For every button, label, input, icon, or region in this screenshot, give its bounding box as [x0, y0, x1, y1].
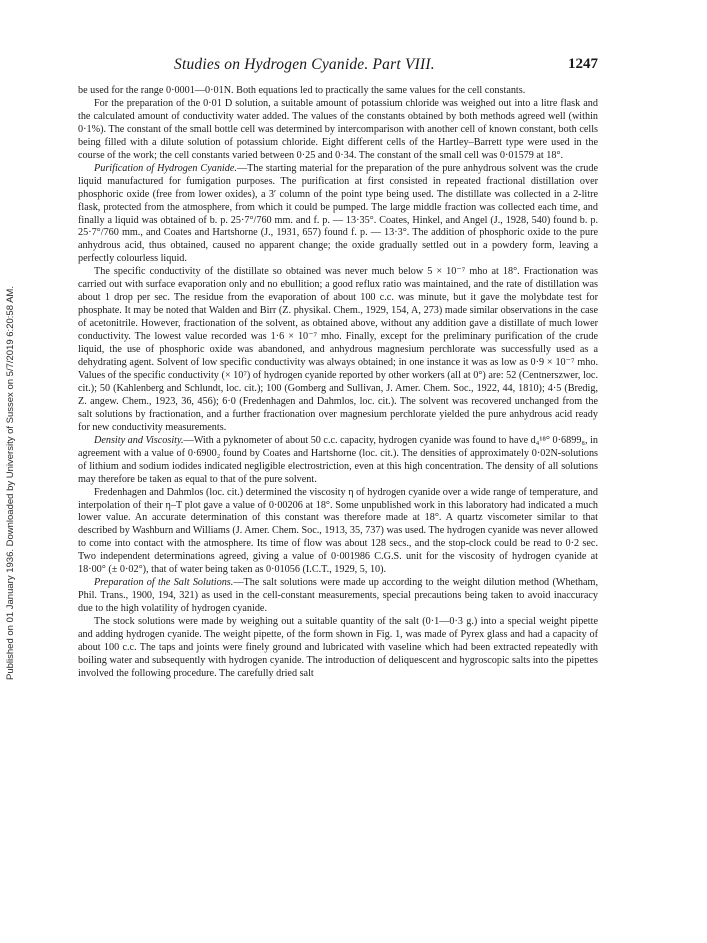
paragraph-text: —The salt solutions were made up according to the weight dilution method (Whetham, Phil. Trans., 1900, 194, 321) as used in the cell-constant measurements, special precautions being taken to avoid inaccuracy due to the high volatility of hydrogen cyanide. [78, 577, 598, 615]
article-body [78, 85, 598, 681]
paragraph: The stock solutions were made by weighing out a suitable quantity of the salt (0·1—0·3 g.) into a special weight pipette and adding hydrogen cyanide. The weight pipette, of the form shown in Fig. 1, was made of Pyrex glass and had a capacity of about 100 c.c. The taps and joints were finely ground and lubricated with vaseline which had been extracted repeatedly with boiling water and subsequently with hydrogen cyanide. The introduction of deliquescent and hygroscopic salts into the pipettes involved the following procedure. The carefully dried salt [78, 616, 598, 679]
running-header [78, 56, 598, 78]
paragraph-text: —With a pyknometer of about 50 c.c. capacity, hydrogen cyanide was found to have d₄¹⁸° 0·6899₈, in agreement with a value of 0·6900₂ found by Coates and Hartshorne (loc. cit.). The densities of approximately 0·02N-solutions of lithium and sodium iodides indicated negligible electrostriction, even at this high concentration. The density of all solutions may therefore be taken as equal to that of the pure solvent. [78, 434, 598, 485]
page-number: 1247 [568, 56, 598, 72]
paragraph-text: —The starting material for the preparation of the pure anhydrous solvent was the crude liquid manufactured for fumigation purposes. The purification at first consisted in repeated fractional distillation over phosphoric oxide (free from lower oxides), a 3′ column of the point type being used. The distillate was collected in a 2-litre flask, protected from the atmosphere, from which it could be pumped. The large middle fraction was collected each time, and finally a liquid was obtained of b. p. 25·7°/760 mm. and f. p. — 13·35°. Coates, Hinkel, and Angel (J., 1928, 540) found b. p. 25·7°/760 mm., and Coates and Hartshorne (J., 1931, 657) found f. p. — 13·3°. The addition of phosphoric oxide to the pure anhydrous acid, thus obtained, caused no apparent change; the oxide gradually settled out in a powdery form, leaving a perfectly colourless liquid. [78, 162, 599, 265]
paragraph [78, 435, 598, 487]
section-heading: Purification of Hydrogen Cyanide. [94, 162, 237, 174]
download-watermark: Published on 01 January 1936. Downloaded by University of Sussex on 5/7/2019 6:20:58 AM. [5, 286, 16, 680]
paragraph: be used for the range 0·0001—0·01N. Both equations led to practically the same values for the cell constants. [78, 85, 526, 96]
paragraph: The specific conductivity of the distillate so obtained was never much below 5 × 10⁻⁷ mho at 18°. Fractionation was carried out with surface evaporation only and no ebullition; a good reflux ratio was maintained, and the rate of distillation was about 1 drop per sec. The residue from the evaporation of about 100 c.c. was minute, but it gave the molybdate test for phosphate. It may be noted that Walden and Birr (Z. physikal. Chem., 1929, 154, A, 273) made similar observations in the case of acetonitrile. However, fractionation of the solvent, as obtained above, without any addition gave a distillate of much lower conductivity. The lowest value recorded was 1·6 × 10⁻⁷ mho. Finally, except for the preliminary purification of the crude liquid, the use of phosphoric oxide was abandoned, and anhydrous magnesium perchlorate was successfully used as a dehydrating agent. Solvent of low specific conductivity was always obtained; in one instance it was as low as 0·9 × 10⁻⁷ mho. Values of the specific conductivity (× 10⁷) of hydrogen cyanide reported by other workers (all at 0°) are: 52 (Centnerszwer, loc. cit.); 50 (Kahlenberg and Schlundt, loc. cit.); 100 (Gomberg and Sullivan, J. Amer. Chem. Soc., 1922, 44, 1810); 4·5 (Bredig, Z. angew. Chem., 1923, 36, 456); 6·0 (Fredenhagen and Dahmlos, loc. cit.). The solvent was recovered unchanged from the salt solutions by fractionation, and a further fractionation over magnesium perchlorate yielded the pure anhydrous acid ready for new conductivity measurements. [78, 266, 598, 433]
paragraph: For the preparation of the 0·01 D solution, a suitable amount of potassium chloride was weighed out into a litre flask and the calculated amount of conductivity water added. The values of the constants obtained by both methods agreed well (within 0·1%). The constant of the small bottle cell was determined by intercomparison with another cell of known constant, both cells being filled with a dilute solution of potassium chloride. Eight different cells of the Hartley–Barrett type were used in the course of the work; the cell constants varied between 0·25 and 0·34. The constant of the small cell was 0·01579 at 18°. [78, 97, 598, 161]
running-title: Studies on Hydrogen Cyanide. Part VIII. [174, 56, 435, 73]
paragraph [78, 577, 598, 616]
section-heading: Density and Viscosity. [94, 434, 184, 446]
paragraph: Fredenhagen and Dahmlos (loc. cit.) determined the viscosity η of hydrogen cyanide over a wide range of temperature, and interpolation of their η–T plot gave a value of 0·00206 at 18°. Some unpublished work in this laboratory had indicated a much lower value. An accurate determination of this constant was therefore made at 18°. A quartz viscometer similar to that described by Washburn and Williams (J. Amer. Chem. Soc., 1913, 35, 737) was used. The hydrogen cyanide was never allowed to come into contact with the atmosphere. Its time of flow was about 128 secs., and the stop-clock could be read to 0·2 sec. Two independent determinations agreed, giving a value of 0·001986 C.G.S. unit for the viscosity of hydrogen cyanide at 18·00° (± 0·02°), that of water being taken as 0·01056 (I.C.T., 1929, 5, 10). [78, 486, 598, 576]
paragraph [78, 163, 598, 267]
section-heading: Preparation of the Salt Solutions. [94, 577, 234, 589]
